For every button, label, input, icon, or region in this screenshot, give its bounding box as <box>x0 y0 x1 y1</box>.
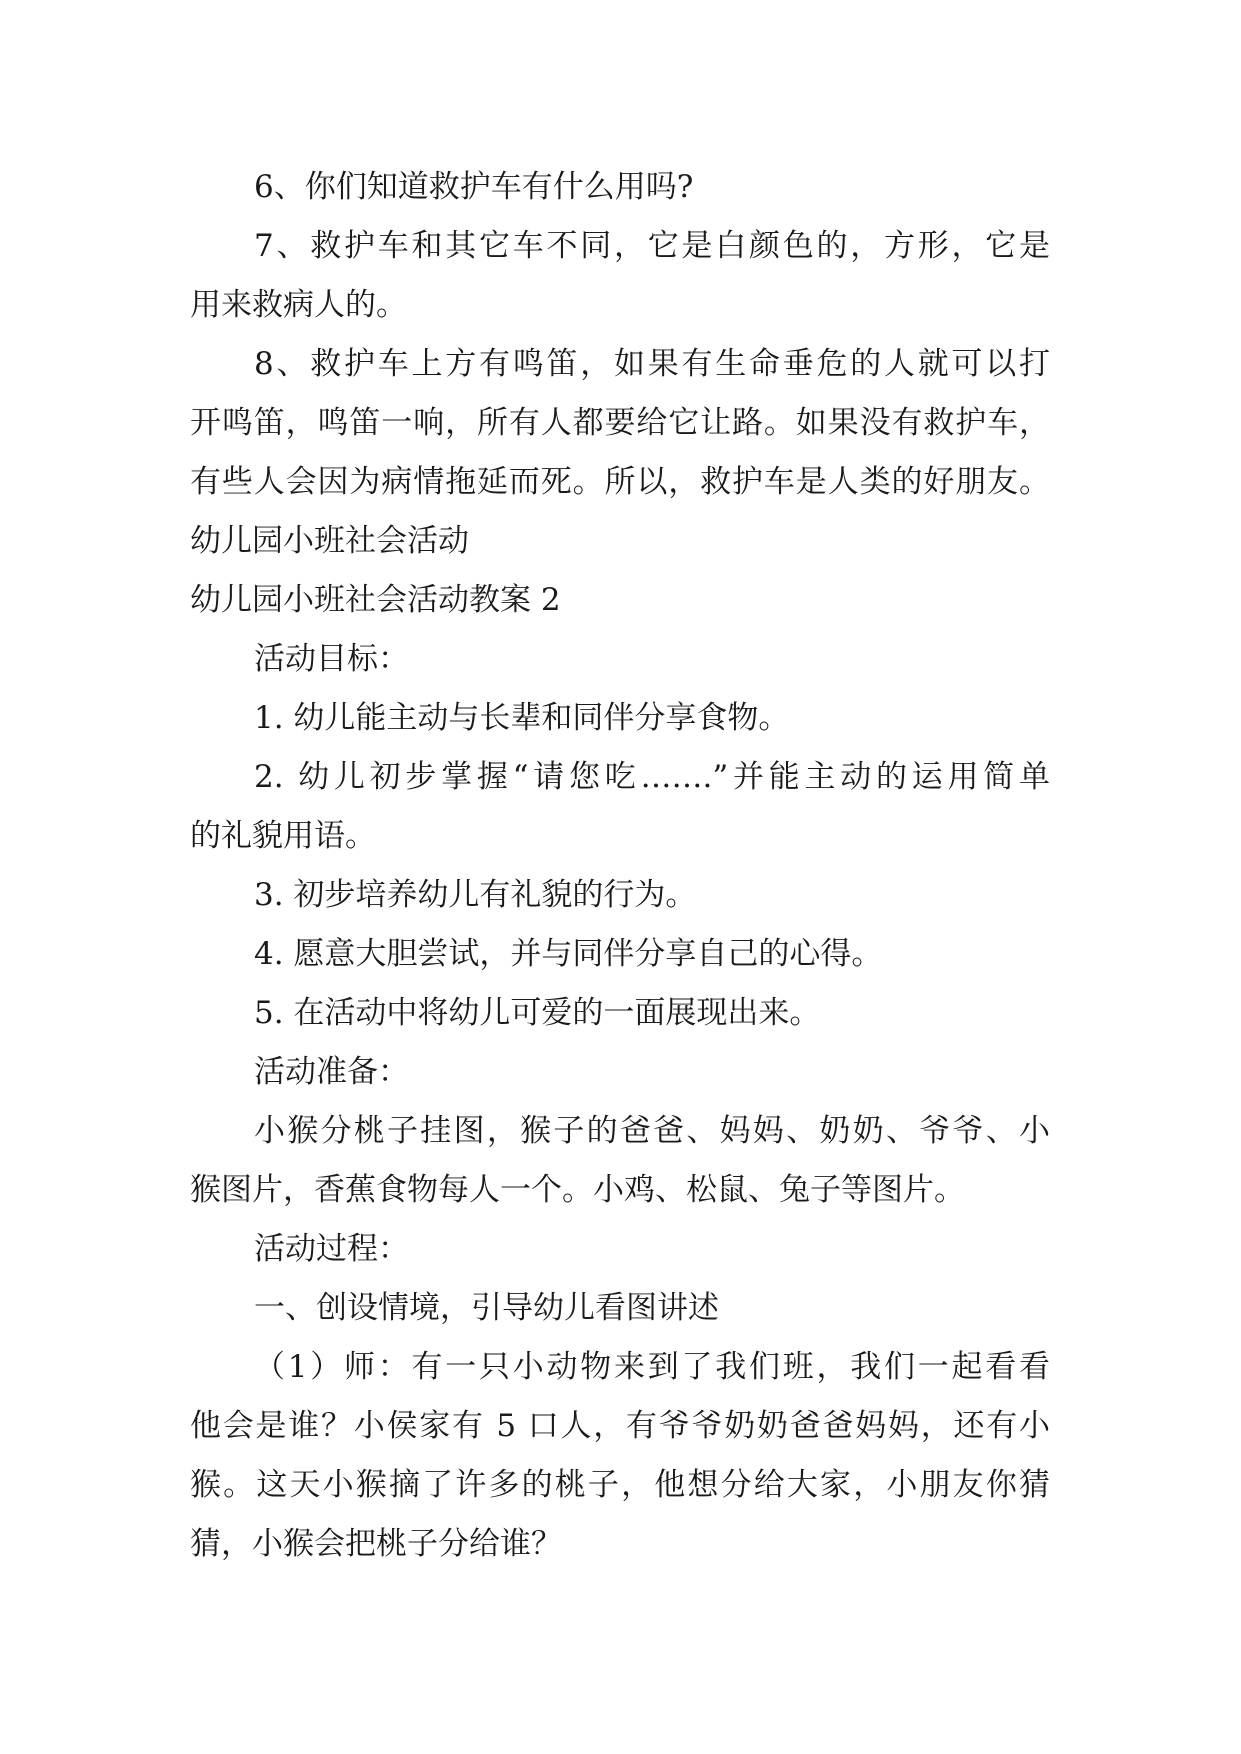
paragraph-line: 猜，小猴会把桃子分给谁？ <box>190 1526 562 1562</box>
paragraph-line: 8、救护车上方有鸣笛，如果有生命垂危的人就可以打 <box>254 346 1050 382</box>
list-item: 1. 幼儿能主动与长辈和同伴分享食物。 <box>254 700 790 736</box>
list-item: 4. 愿意大胆尝试，并与同伴分享自己的心得。 <box>254 936 883 972</box>
subheading: 活动目标： <box>254 641 409 677</box>
paragraph-line: （1）师：有一只小动物来到了我们班，我们一起看看 <box>254 1349 1050 1385</box>
section-heading: 幼儿园小班社会活动教案 2 <box>190 582 561 618</box>
paragraph-line: 用来救病人的。 <box>190 287 407 323</box>
list-item-continuation: 的礼貌用语。 <box>190 818 376 854</box>
list-item: 2. 幼儿初步掌握“请您吃…….”并能主动的运用简单 <box>254 759 1050 795</box>
paragraph-line: 猴图片，香蕉食物每人一个。小鸡、松鼠、兔子等图片。 <box>190 1172 965 1208</box>
paragraph-line: 7、救护车和其它车不同，它是白颜色的，方形，它是 <box>254 228 1050 264</box>
document-page <box>190 158 1050 1574</box>
subheading: 活动过程： <box>254 1231 409 1267</box>
list-item: 5. 在活动中将幼儿可爱的一面展现出来。 <box>254 995 821 1031</box>
paragraph-line: 他会是谁？小侯家有 5 口人，有爷爷奶奶爸爸妈妈，还有小 <box>190 1408 1050 1444</box>
section-heading: 幼儿园小班社会活动 <box>190 523 469 559</box>
list-item: 3. 初步培养幼儿有礼貌的行为。 <box>254 877 697 913</box>
paragraph-line: 猴。这天小猴摘了许多的桃子，他想分给大家，小朋友你猜 <box>190 1467 1050 1503</box>
paragraph-line: 小猴分桃子挂图，猴子的爸爸、妈妈、奶奶、爷爷、小 <box>254 1113 1050 1149</box>
subheading: 活动准备： <box>254 1054 409 1090</box>
step-heading: 一、创设情境，引导幼儿看图讲述 <box>254 1290 719 1326</box>
paragraph-line: 6、你们知道救护车有什么用吗? <box>254 169 694 205</box>
paragraph-line: 有些人会因为病情拖延而死。所以，救护车是人类的好朋友。 <box>190 464 1050 500</box>
paragraph-line: 开鸣笛，鸣笛一响，所有人都要给它让路。如果没有救护车， <box>190 405 1050 441</box>
